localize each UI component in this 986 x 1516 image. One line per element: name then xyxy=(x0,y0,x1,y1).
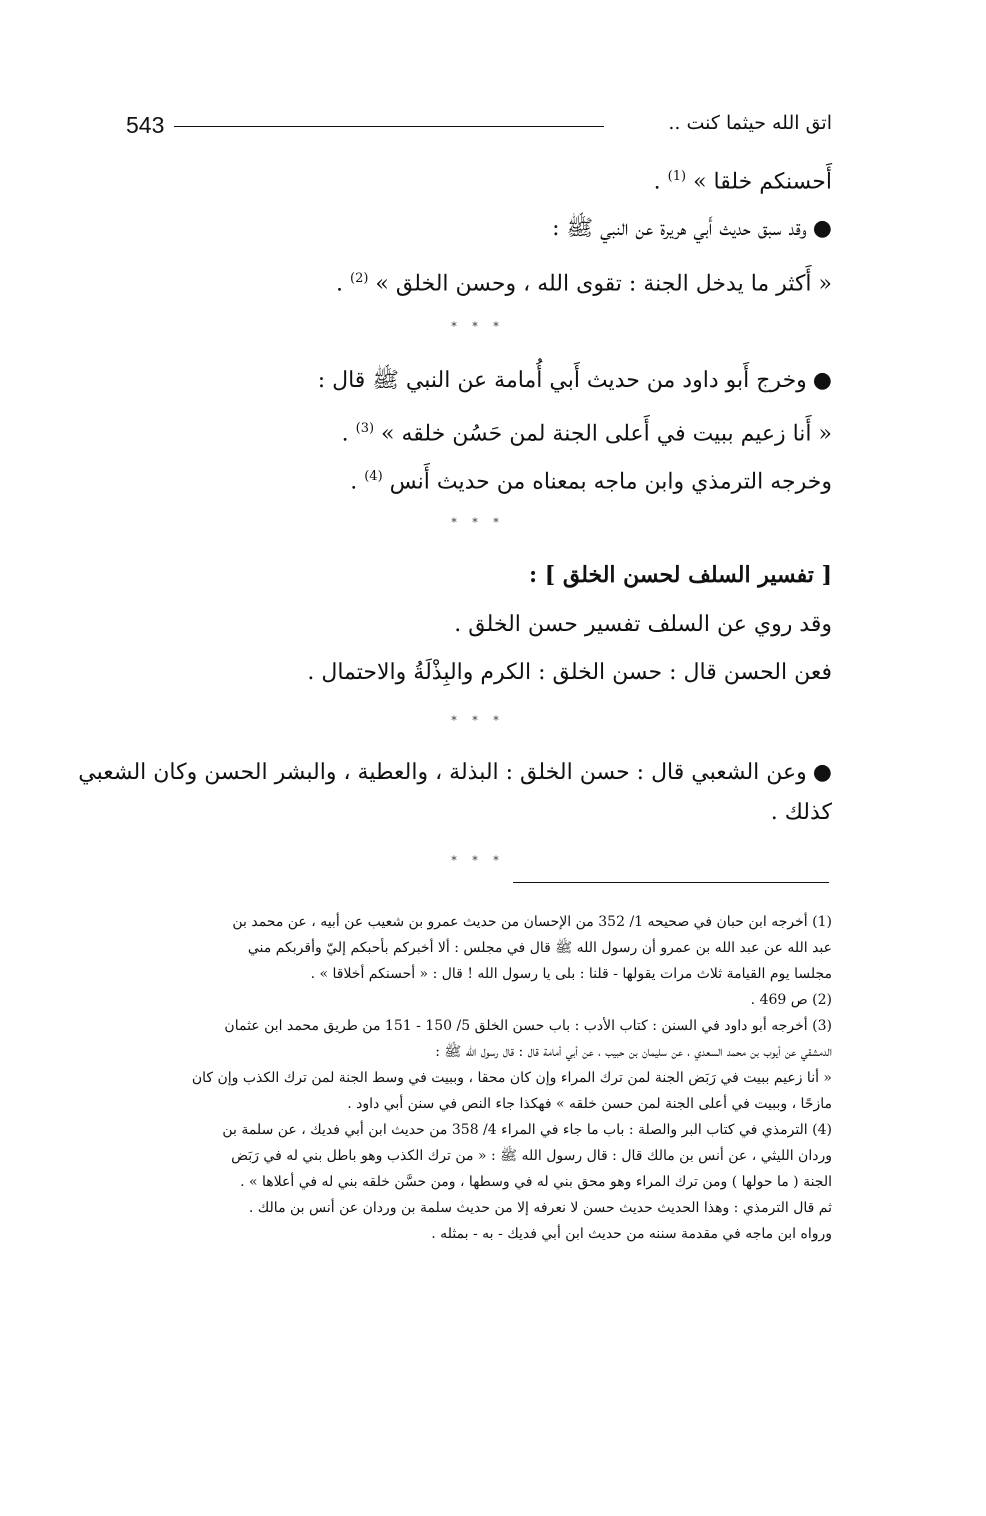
footnote-line: ثم قال الترمذي : وهذا الحديث حديث حسن لا نعرفه إلا من حديث سلمة بن وردان عن أنس بن مالك . xyxy=(248,1200,832,1216)
body-text: . xyxy=(341,421,356,447)
body-line-6 xyxy=(350,460,832,499)
bullet-icon: ● xyxy=(812,216,832,241)
body-text: . xyxy=(350,469,365,495)
footnote-line: الدمشقي عن أيوب بن محمد السعدي ، عن سليمان بن حبيب ، عن أبي أمامة قال : قال رسول الله ﷺ : xyxy=(435,1044,832,1060)
footnote-line: (1) أخرجه ابن حبان في صحيحه 1/ 352 من الإحسان من حديث عمرو بن شعيب عن أبيه ، عن محمد بن xyxy=(232,914,832,930)
footnote-line: « أنا زعيم ببيت في رَبَض الجنة لمن ترك المراء وإن كان محقا ، وببيت في وسط الجنة لمن ترك الكذب وإن كان xyxy=(191,1070,832,1086)
body-text: . xyxy=(653,169,668,195)
footnote-line: عبد الله عن عبد الله بن عمرو أن رسول الله ﷺ قال في مجلس : ألا أخبركم بأحبكم إليّ وأقربكم مني xyxy=(247,940,832,956)
body-text: « أَكثر ما يدخل الجنة : تقوى الله ، وحسن الخلق » xyxy=(368,271,832,297)
page-number: 543 xyxy=(126,112,165,138)
body-line-1 xyxy=(654,160,832,199)
body-text: . xyxy=(336,271,350,297)
body-line-4 xyxy=(318,364,832,398)
body-line-2 xyxy=(552,212,832,246)
running-title: اتق الله حيثما كنت .. xyxy=(668,112,832,134)
footnote-line: مجلسا يوم القيامة ثلاث مرات يقولها - قلنا : بلى يا رسول الله ! قال : « أحسنكم أخلاقا » . xyxy=(310,966,832,982)
section-separator: * * * xyxy=(451,854,505,867)
footnote-line: ورواه ابن ماجه في مقدمة سننه من حديث ابن أبي فديك - به - بمثله . xyxy=(431,1226,832,1242)
body-text: وقد سبق حديث أَبي هريرة عن النبي ﷺ : xyxy=(552,216,807,241)
footnote-line: (4) الترمذي في كتاب البر والصلة : باب ما جاء في المراء 4/ 358 من حديث ابن أبي فديك ، عن سلمة بن xyxy=(222,1122,832,1138)
section-separator: * * * xyxy=(451,320,505,333)
footnote-line: مازحًا ، وببيت في أعلى الجنة لمن حسن خلقه » فهكذا جاء النص في سنن أبي داود . xyxy=(347,1096,832,1112)
body-line-9 xyxy=(78,756,832,790)
footnote-ref: (4) xyxy=(364,469,383,484)
footnote-line: (3) أخرجه أبو داود في السنن : كتاب الأدب : باب حسن الخلق 5/ 150 - 151 من طريق محمد ابن عثمان xyxy=(224,1018,832,1034)
header-rule xyxy=(174,126,604,127)
footnote-rule xyxy=(513,882,829,883)
section-separator: * * * xyxy=(451,516,505,529)
footnote-ref: (3) xyxy=(355,421,375,436)
body-text: « أَنا زعيم ببيت في أَعلى الجنة لمن حَسُن خلقه » xyxy=(374,421,832,447)
body-text: أَحسنكم خلقا » xyxy=(686,169,832,195)
footnote-line: (2) ص 469 . xyxy=(750,992,832,1008)
body-text: وخرجه الترمذي وابن ماجه بمعناه من حديث أَنس xyxy=(382,469,832,495)
body-text: وعن الشعبي قال : حسن الخلق : البذلة ، والعطية ، والبشر الحسن وكان الشعبي xyxy=(78,760,807,785)
body-line-8: فعن الحسن قال : حسن الخلق : الكرم والبِذْلَةُ والاحتمال . xyxy=(307,660,832,685)
footnote-ref: (2) xyxy=(350,271,369,286)
body-text: وخرج أَبو داود من حديث أَبي أُمامة عن النبي ﷺ قال : xyxy=(317,368,807,393)
body-line-5 xyxy=(342,412,832,451)
body-line-3 xyxy=(336,262,832,301)
footnote-line: الجنة ( ما حولها ) ومن ترك المراء وهو محق بني له في وسطها ، ومن حسَّن خلقه بني له في أعلاها » . xyxy=(240,1174,832,1190)
footnote-ref: (1) xyxy=(667,169,687,184)
footnote-line: وردان الليثي ، عن أنس بن مالك قال : قال رسول الله ﷺ : « من ترك الكذب وهو باطل بني له في رَبَض xyxy=(231,1148,832,1164)
bullet-icon: ● xyxy=(812,760,832,785)
body-line-7: وقد روي عن السلف تفسير حسن الخلق . xyxy=(454,612,832,637)
bullet-icon: ● xyxy=(812,368,832,393)
section-separator: * * * xyxy=(451,714,505,727)
section-heading: [ تفسير السلف لحسن الخلق ] : xyxy=(529,562,832,588)
body-line-10: كذلك . xyxy=(770,800,832,825)
page-header xyxy=(126,112,832,142)
